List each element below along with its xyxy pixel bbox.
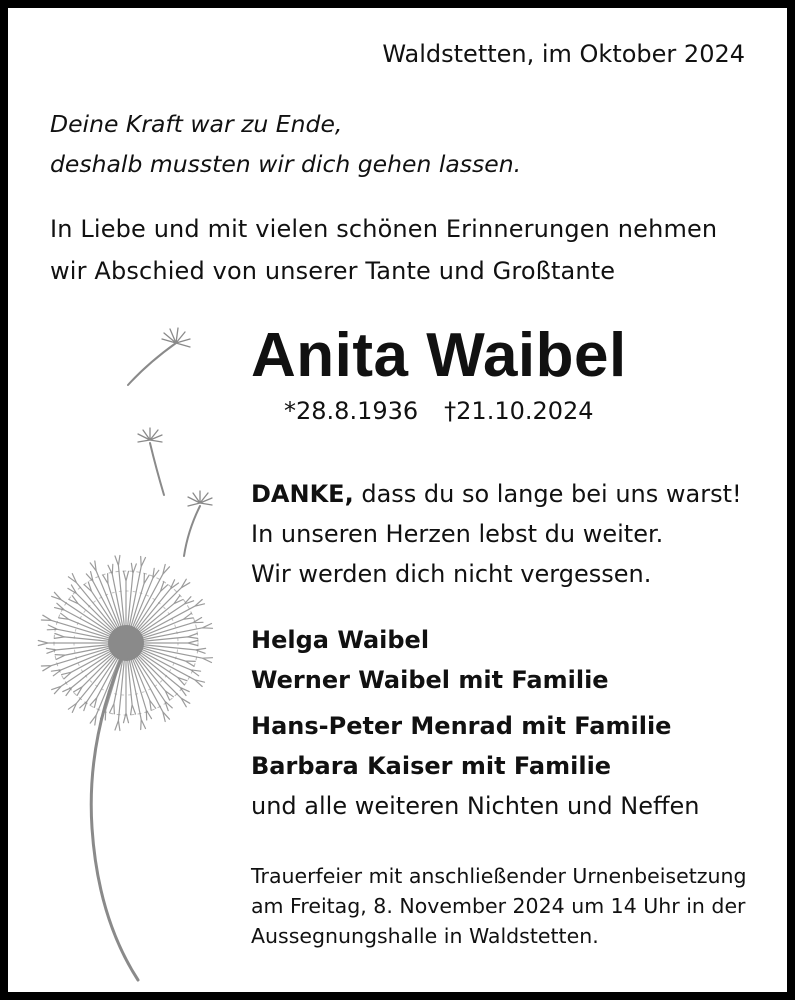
dandelion-seed-ray: [141, 648, 195, 667]
thanks-line-2: In unseren Herzen lebst du weiter.: [251, 520, 664, 548]
ceremony-line-3: Aussegnungshalle in Waldstetten.: [251, 924, 599, 948]
thanks-text: [251, 474, 742, 594]
seed-tuft-2: [138, 428, 162, 442]
place-date: Waldstetten, im Oktober 2024: [382, 40, 745, 68]
dandelion-seed-ray: [103, 574, 122, 628]
seed-tuft-3: [188, 491, 212, 506]
intro-line-2: wir Abschied von unserer Tante und Großtante: [50, 257, 616, 285]
dandelion-seed-ray: [124, 571, 129, 627]
ceremony-info: [251, 861, 747, 951]
thanks-lead: DANKE,: [251, 480, 354, 508]
dandelion-icon: [8, 308, 238, 992]
obituary-notice: [8, 8, 787, 992]
deceased-name: Anita Waibel: [251, 321, 627, 390]
ceremony-line-2: am Freitag, 8. November 2024 um 14 Uhr in der: [251, 894, 746, 918]
family-member: Werner Waibel mit Familie: [251, 666, 609, 694]
family-member: Hans-Peter Menrad mit Familie: [251, 712, 672, 740]
dandelion-seed-ray: [142, 641, 198, 646]
ceremony-line-1: Trauerfeier mit anschließender Urnenbeisetzung: [251, 864, 747, 888]
quote-line-2: deshalb mussten wir dich gehen lassen.: [50, 150, 522, 178]
family-member: Barbara Kaiser mit Familie: [251, 752, 612, 780]
dandelion-seed-ray: [124, 659, 129, 723]
family-member: Helga Waibel: [251, 626, 430, 654]
birth-date: 28.8.1936: [296, 397, 419, 425]
family-group-1: [251, 620, 609, 700]
memorial-quote: [50, 104, 521, 184]
life-dates: [284, 397, 594, 425]
thanks-line-3: Wir werden dich nicht vergessen.: [251, 560, 652, 588]
death-date: 21.10.2024: [456, 397, 594, 425]
intro-line-1: In Liebe und mit vielen schönen Erinnerungen nehmen: [50, 215, 718, 243]
quote-line-1: Deine Kraft war zu Ende,: [50, 110, 343, 138]
intro-text: [50, 208, 717, 292]
dandelion-seed-ray: [131, 574, 150, 628]
family-extra: und alle weiteren Nichten und Neffen: [251, 792, 700, 820]
thanks-line-1: dass du so lange bei uns warst!: [353, 480, 742, 508]
cross-icon: †: [444, 397, 457, 425]
family-group-2: [251, 706, 699, 826]
birth-symbol: *: [284, 397, 296, 425]
